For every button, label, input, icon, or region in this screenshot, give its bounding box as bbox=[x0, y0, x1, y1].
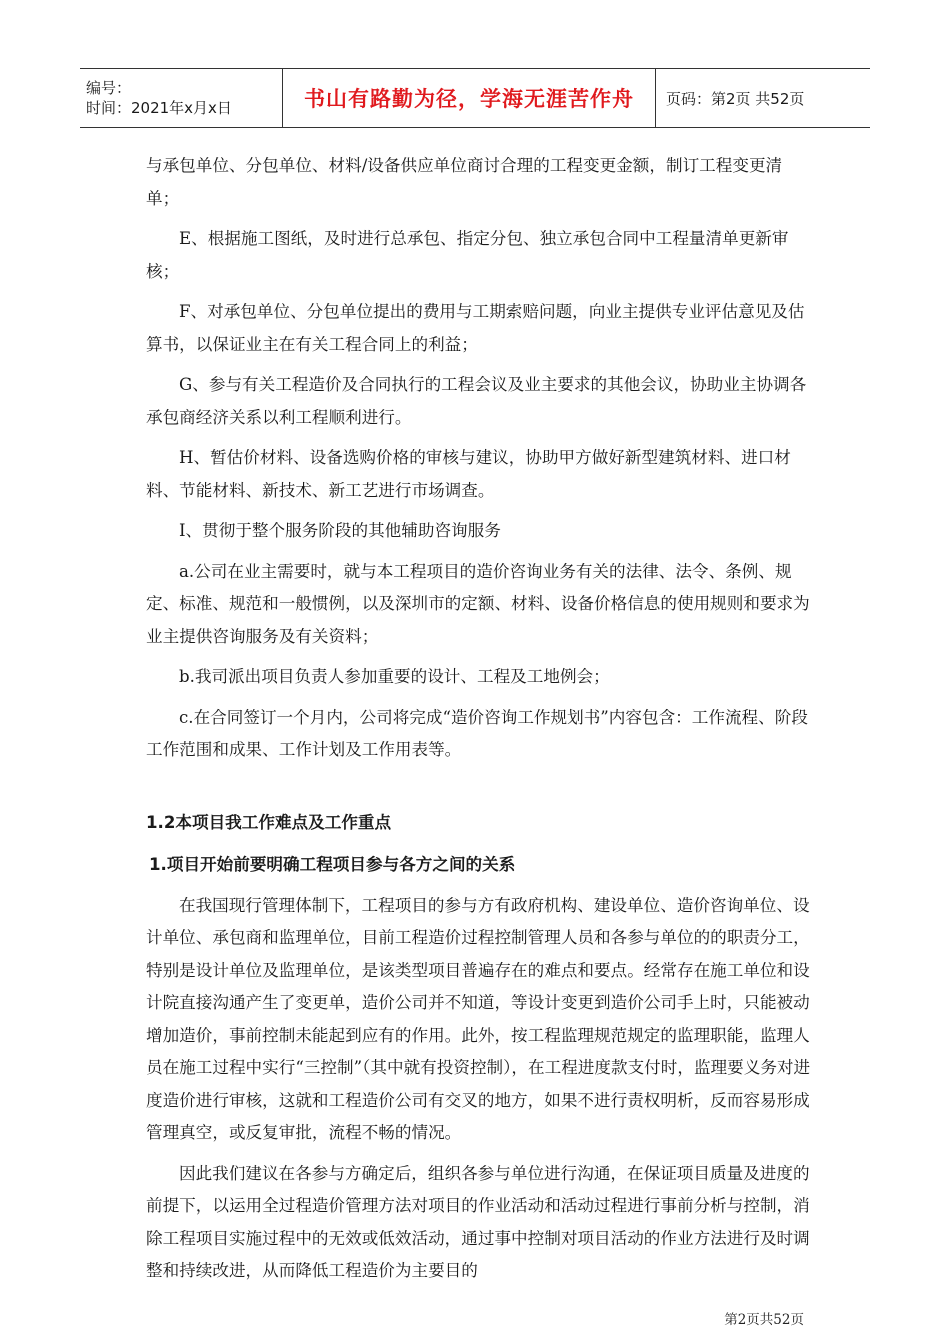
document-date: 时间：2021年x月x日 bbox=[86, 99, 232, 117]
subsection-heading-text: 1.项目开始前要明确工程项目参与各方之间的关系 bbox=[149, 855, 516, 874]
paragraph-item-e: E、根据施工图纸，及时进行总承包、指定分包、独立承包合同中工程量清单更新审核； bbox=[146, 229, 789, 281]
paragraph-item-a: a.公司在业主需要时，就与本工程项目的造价咨询业务有关的法律、法令、条例、规定、标准、规范和一般惯例，以及深圳市的定额、材料、设备价格信息的使用规则和要求为业主提供咨询服务及有关资料； bbox=[146, 561, 810, 646]
paragraph-item-g: G、参与有关工程造价及合同执行的工程会议及业主要求的其他会议，协助业主协调各承包商经济关系以利工程顺利进行。 bbox=[146, 375, 807, 427]
paragraph-item-c: c.在合同签订一个月内，公司将完成“造价咨询工作规划书”内容包含：工作流程、阶段工作范围和成果、工作计划及工作用表等。 bbox=[146, 707, 808, 759]
page-header bbox=[80, 68, 870, 128]
document-number-label: 编号： bbox=[86, 79, 132, 97]
header-motto: 书山有路勤为径，学海无涯苦作舟 bbox=[304, 87, 634, 111]
paragraph: 因此我们建议在各参与方确定后，组织各参与单位进行沟通，在保证项目质量及进度的前提下，以运用全过程造价管理方法对项目的作业活动和活动过程进行事前分析与控制，消除工程项目实施过程中的无效或低效活动，通过事中控制对项目活动的作业方法进行及时调整和持续改进，从而降低工程造价为主要目的 bbox=[146, 1163, 810, 1280]
paragraph: 在我国现行管理体制下，工程项目的参与方有政府机构、建设单位、造价咨询单位、设计单位、承包商和监理单位，目前工程造价过程控制管理人员和各参与单位的的职责分工，特别是设计单位及监理单位，是该类型项目普遍存在的难点和要点。经常存在施工单位和设计院直接沟通产生了变更单，造价公司并不知道，等设计变更到造价公司手上时，只能被动增加造价，事前控制未能起到应有的作用。此外，按工程监理规范规定的监理职能，监理人员在施工过程中实行“三控制”（其中就有投资控制），在工程进度款支付时，监理要义务对进度造价进行审核，这就和工程造价公司有交叉的地方，如果不进行责权明析，反而容易形成管理真空，或反复审批，流程不畅的情况。 bbox=[146, 895, 811, 1142]
paragraph-item-f: F、对承包单位、分包单位提出的费用与工期索赔问题，向业主提供专业评估意见及估算书，以保证业主在有关工程合同上的利益； bbox=[146, 302, 805, 354]
paragraph-item-b: b.我司派出项目负责人参加重要的设计、工程及工地例会； bbox=[179, 667, 610, 686]
subsection-heading bbox=[146, 849, 814, 882]
paragraph: 与承包单位、分包单位、材料/设备供应单位商讨合理的工程变更金额，制订工程变更清单； bbox=[146, 156, 783, 208]
section-heading: 1.2本项目我工作难点及工作重点 bbox=[146, 812, 392, 832]
paragraph-item-i: I、贯彻于整个服务阶段的其他辅助咨询服务 bbox=[179, 521, 501, 540]
header-page-info: 页码：第2页 共52页 bbox=[666, 89, 805, 108]
header-right-cell bbox=[656, 69, 871, 128]
page-footer: 第2页共52页 bbox=[724, 1312, 804, 1328]
header-left-cell bbox=[80, 69, 283, 128]
paragraph-item-h: H、暂估价材料、设备选购价格的审核与建议，协助甲方做好新型建筑材料、进口材料、节能材料、新技术、新工艺进行市场调查。 bbox=[146, 448, 791, 500]
header-motto-cell bbox=[283, 69, 656, 128]
document-body bbox=[146, 150, 814, 1288]
